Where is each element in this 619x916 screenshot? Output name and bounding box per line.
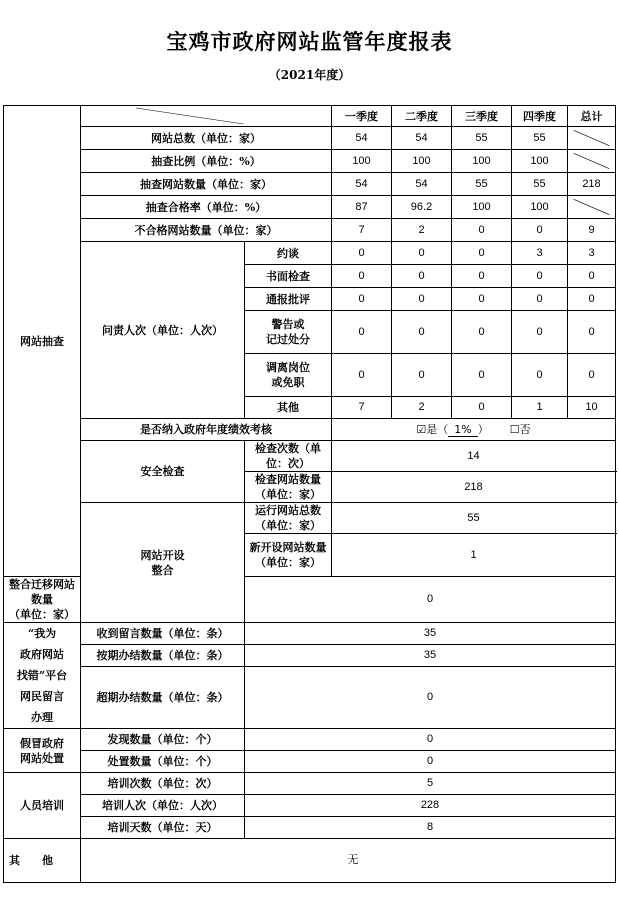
category-line: 网民留言 [20, 690, 64, 703]
checkbox-yes-checked-icon[interactable]: ☑ [416, 423, 427, 436]
row-label: 网站总数（单位：家） [81, 127, 332, 150]
performance-percent: 1% [448, 424, 477, 437]
row-label: 培训人次（单位：人次） [81, 795, 245, 817]
cell-q4: 100 [512, 150, 568, 173]
cell-q3: 0 [452, 265, 512, 288]
cell-q4: 55 [512, 127, 568, 150]
category-line: “我为 [27, 627, 57, 640]
row-label-line: 警告或 [271, 318, 305, 331]
header-row [4, 106, 616, 127]
table-row [4, 127, 616, 150]
table-row [4, 196, 616, 219]
row-label: 运行网站总数（单位：家） [245, 503, 332, 534]
cell-q2: 0 [392, 288, 452, 311]
row-value: 228 [245, 795, 616, 817]
cell-total: 10 [568, 397, 616, 419]
cell-q1: 54 [332, 127, 392, 150]
cell-q4: 55 [512, 173, 568, 196]
cell-q4: 3 [512, 242, 568, 265]
row-label: 检查次数（单位：次） [245, 441, 332, 472]
report-year: （2021年度） [268, 68, 351, 82]
category-line: 网站开设 [140, 548, 185, 562]
category-line: 整合 [151, 563, 174, 577]
category-line: 找错”平台 [16, 669, 68, 682]
cell-total: 0 [568, 288, 616, 311]
table-row [4, 667, 616, 729]
cell-q3: 0 [452, 219, 512, 242]
row-value: 14 [332, 441, 616, 472]
row-label: 超期办结数量（单位：条） [81, 667, 245, 729]
table-row [4, 441, 616, 472]
row-value: 35 [245, 645, 616, 667]
category-site-sampling: 网站抽查 [4, 106, 81, 577]
table-row [4, 839, 616, 883]
cell-q2: 100 [392, 150, 452, 173]
option-yes-close: ） [477, 423, 489, 436]
cell-q2: 0 [392, 311, 452, 354]
row-label: 不合格网站数量（单位：家） [81, 219, 332, 242]
table-row [4, 623, 616, 645]
cell-q1: 100 [332, 150, 392, 173]
cell-q4: 0 [512, 311, 568, 354]
cell-total: 3 [568, 242, 616, 265]
cell-q3: 100 [452, 196, 512, 219]
category-security-check: 安全检查 [81, 441, 245, 503]
category-line: 政府网站 [20, 648, 64, 661]
cell-total-empty [568, 127, 616, 150]
diagonal-line [568, 196, 615, 218]
category-line: 假冒政府 [20, 736, 64, 750]
performance-label: 是否纳入政府年度绩效考核 [81, 419, 332, 441]
report-title: 宝鸡市政府网站监管年度报表 [166, 29, 453, 54]
row-value: 218 [332, 472, 616, 503]
table-row [4, 751, 616, 773]
diagonal-line [568, 150, 615, 172]
category-training: 人员培训 [4, 773, 81, 839]
category-fake-sites [4, 729, 81, 773]
checkbox-no-icon[interactable]: ☐ [509, 423, 520, 436]
row-value: 35 [245, 623, 616, 645]
accountability-label: 问责人次（单位：人次） [81, 242, 245, 419]
header-total: 总计 [568, 106, 616, 127]
row-label: 检查网站数量（单位：家） [245, 472, 332, 503]
row-label: 按期办结数量（单位：条） [81, 645, 245, 667]
header-q4: 四季度 [512, 106, 568, 127]
cell-q1: 0 [332, 311, 392, 354]
row-label [4, 577, 81, 623]
row-label: 发现数量（单位：个） [81, 729, 245, 751]
cell-q1: 0 [332, 288, 392, 311]
cell-q2: 96.2 [392, 196, 452, 219]
row-label-line: 整合迁移网站数量 [9, 578, 75, 606]
row-label-line: （单位：家） [9, 608, 75, 621]
row-label-line: 记过处分 [266, 333, 310, 346]
row-label [245, 354, 332, 397]
row-label: 约谈 [245, 242, 332, 265]
cell-q4: 0 [512, 219, 568, 242]
table-row [4, 503, 616, 534]
table-row [4, 173, 616, 196]
cell-q4: 0 [512, 265, 568, 288]
row-value: 8 [245, 817, 616, 839]
row-label: 培训天数（单位：天） [81, 817, 245, 839]
cell-q2: 2 [392, 219, 452, 242]
category-line: 网站处置 [20, 751, 64, 765]
category-site-setup [81, 503, 245, 623]
table-row [4, 773, 616, 795]
row-label [245, 311, 332, 354]
cell-total: 0 [568, 354, 616, 397]
category-line: 办理 [31, 711, 53, 724]
cell-q3: 55 [452, 173, 512, 196]
performance-options [332, 419, 616, 441]
option-no-label: 否 [519, 423, 531, 436]
row-value: 1 [332, 534, 616, 577]
cell-q4: 0 [512, 354, 568, 397]
cell-q1: 0 [332, 265, 392, 288]
row-label-line: 或免职 [271, 376, 305, 389]
cell-q2: 0 [392, 354, 452, 397]
cell-q4: 1 [512, 397, 568, 419]
row-label: 书面检查 [245, 265, 332, 288]
table-row [4, 645, 616, 667]
cell-q3: 0 [452, 242, 512, 265]
category-other-label: 其他 [9, 854, 75, 867]
diagonal-line [568, 127, 615, 149]
row-value: 55 [332, 503, 616, 534]
row-label-line: 调离岗位 [266, 361, 310, 374]
row-label: 处置数量（单位：个） [81, 751, 245, 773]
cell-q3: 0 [452, 311, 512, 354]
cell-q3: 55 [452, 127, 512, 150]
table-row [4, 150, 616, 173]
row-label: 抽查比例（单位：%） [81, 150, 332, 173]
cell-q1: 7 [332, 219, 392, 242]
cell-q4: 100 [512, 196, 568, 219]
category-message-handling [4, 623, 81, 729]
table-row [4, 219, 616, 242]
row-label: 收到留言数量（单位：条） [81, 623, 245, 645]
cell-q1: 0 [332, 354, 392, 397]
table-row [4, 817, 616, 839]
cell-q2: 54 [392, 127, 452, 150]
cell-total: 0 [568, 311, 616, 354]
cell-q2: 2 [392, 397, 452, 419]
cell-q1: 7 [332, 397, 392, 419]
cell-q1: 0 [332, 242, 392, 265]
cell-q4: 0 [512, 288, 568, 311]
cell-q3: 0 [452, 397, 512, 419]
cell-q3: 0 [452, 354, 512, 397]
cell-total-empty [568, 196, 616, 219]
row-value: 0 [245, 751, 616, 773]
diagonal-line [81, 106, 331, 126]
report-table [3, 105, 616, 883]
row-label: 其他 [245, 397, 332, 419]
header-diagonal-cell [81, 106, 332, 127]
row-value: 0 [245, 667, 616, 729]
row-label: 通报批评 [245, 288, 332, 311]
row-label: 培训次数（单位：次） [81, 773, 245, 795]
header-q1: 一季度 [332, 106, 392, 127]
table-row [4, 419, 616, 441]
category-other [4, 839, 81, 883]
row-label-line: 新开设网站数量 [249, 541, 327, 554]
row-label [245, 534, 332, 577]
cell-q1: 87 [332, 196, 392, 219]
table-row [4, 242, 616, 265]
cell-q3: 100 [452, 150, 512, 173]
table-row [4, 795, 616, 817]
option-yes-label: 是（ [426, 423, 449, 436]
cell-q1: 54 [332, 173, 392, 196]
cell-q2: 0 [392, 265, 452, 288]
cell-total-empty [568, 150, 616, 173]
header-q3: 三季度 [452, 106, 512, 127]
table-row [4, 729, 616, 751]
row-label: 抽查合格率（单位：%） [81, 196, 332, 219]
cell-q2: 54 [392, 173, 452, 196]
row-value: 0 [245, 729, 616, 751]
cell-total: 218 [568, 173, 616, 196]
cell-total: 9 [568, 219, 616, 242]
cell-total: 0 [568, 265, 616, 288]
header-q2: 二季度 [392, 106, 452, 127]
cell-q3: 0 [452, 288, 512, 311]
row-value: 5 [245, 773, 616, 795]
row-label-line: （单位：家） [255, 556, 321, 569]
cell-q2: 0 [392, 242, 452, 265]
row-value: 0 [245, 577, 616, 623]
other-value: 无 [81, 839, 616, 883]
row-label: 抽查网站数量（单位：家） [81, 173, 332, 196]
